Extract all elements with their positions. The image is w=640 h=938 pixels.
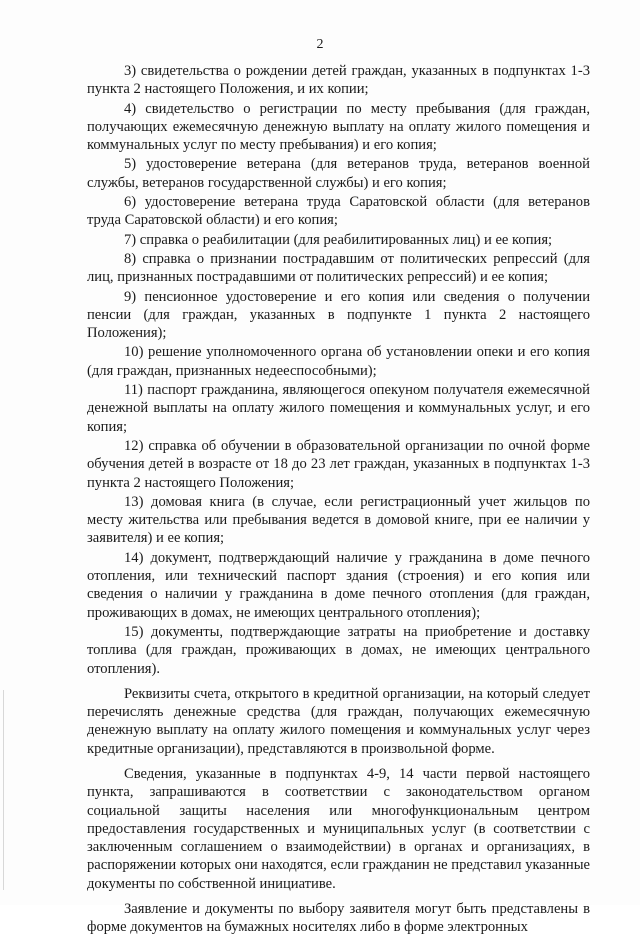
- paragraph-item-9: 9) пенсионное удостоверение и его копия или сведения о получении пенсии (для граждан, указанных в подпункте 1 пункта 2 настоящего Положения);: [87, 288, 590, 342]
- page-number: 2: [316, 37, 324, 52]
- paragraph-item-12: 12) справка об обучении в образовательной организации по очной форме обучения детей в возрасте от 18 до 23 лет граждан, указанных в подпунктах 1-3 пункта 2 настоящего Положения;: [87, 437, 590, 491]
- paragraph-item-15: 15) документы, подтверждающие затраты на приобретение и доставку топлива (для граждан, проживающих в домах, не имеющих центрального отопления).: [87, 623, 590, 677]
- paragraph-item-10: 10) решение уполномоченного органа об установлении опеки и его копия (для граждан, признанных недееспособными);: [87, 344, 590, 379]
- paragraph-bank-details: Реквизиты счета, открытого в кредитной организации, на который следует перечислять денежные средства (для граждан, получающих ежемесячную денежную выплату на оплату жилого помещения и коммунальных услуг через кредитные организации), представляются в произвольной форме.: [87, 685, 590, 757]
- paragraph-submission-form: Заявление и документы по выбору заявителя могут быть представлены в форме документов на бумажных носителях либо в форме электронных: [87, 901, 590, 936]
- paragraph-item-7: 7) справка о реабилитации (для реабилитированных лиц) и ее копия;: [124, 231, 553, 248]
- paragraph-item-14: 14) документ, подтверждающий наличие у гражданина в доме печного отопления, или технический паспорт здания (строения) и его копия или сведения о наличии у гражданина в доме печного отопления (для граждан, проживающих в домах, не имеющих центрального отопления);: [87, 549, 590, 621]
- paragraph-item-8: 8) справка о признании пострадавшим от политических репрессий (для лиц, признанных пострадавшими от политических репрессий) и ее копия;: [87, 250, 590, 286]
- paragraph-info-requests: Сведения, указанные в подпунктах 4-9, 14 части первой настоящего пункта, запрашиваются в соответствии с законодательством органом социальной защиты населения или многофункциональным центром предоставления государственных и муниципальных услуг (в соответствии с заключенным соглашением о взаимодействии) в органах и организациях, в распоряжении которых они находятся, если гражданин не представил указанные документы по собственной инициативе.: [87, 765, 591, 892]
- scan-edge-line: [3, 690, 4, 890]
- paragraph-item-13: 13) домовая книга (в случае, если регистрационный учет жильцов по месту жительства или пребывания ведется в домовой книге, при ее наличии у заявителя) и ее копия;: [87, 493, 590, 547]
- paragraph-item-6: 6) удостоверение ветерана труда Саратовской области (для ветеранов труда Саратовской области) и его копия;: [87, 194, 590, 229]
- paragraph-item-3: 3) свидетельства о рождении детей граждан, указанных в подпунктах 1-3 пункта 2 настоящего Положения, и их копии;: [87, 63, 590, 98]
- paragraph-item-11: 11) паспорт гражданина, являющегося опекуном получателя ежемесячной денежной выплаты на оплату жилого помещения и коммунальных услуг, и его копия;: [87, 382, 590, 435]
- paragraph-item-5: 5) удостоверение ветерана (для ветеранов труда, ветеранов военной службы, ветеранов государственной службы) и его копия;: [87, 156, 590, 191]
- document-body: [87, 62, 590, 938]
- paragraph-item-4: 4) свидетельство о регистрации по месту пребывания (для граждан, получающих ежемесячную денежную выплату на оплату жилого помещения и коммунальных услуг по месту пребывания) и его копия;: [87, 100, 590, 154]
